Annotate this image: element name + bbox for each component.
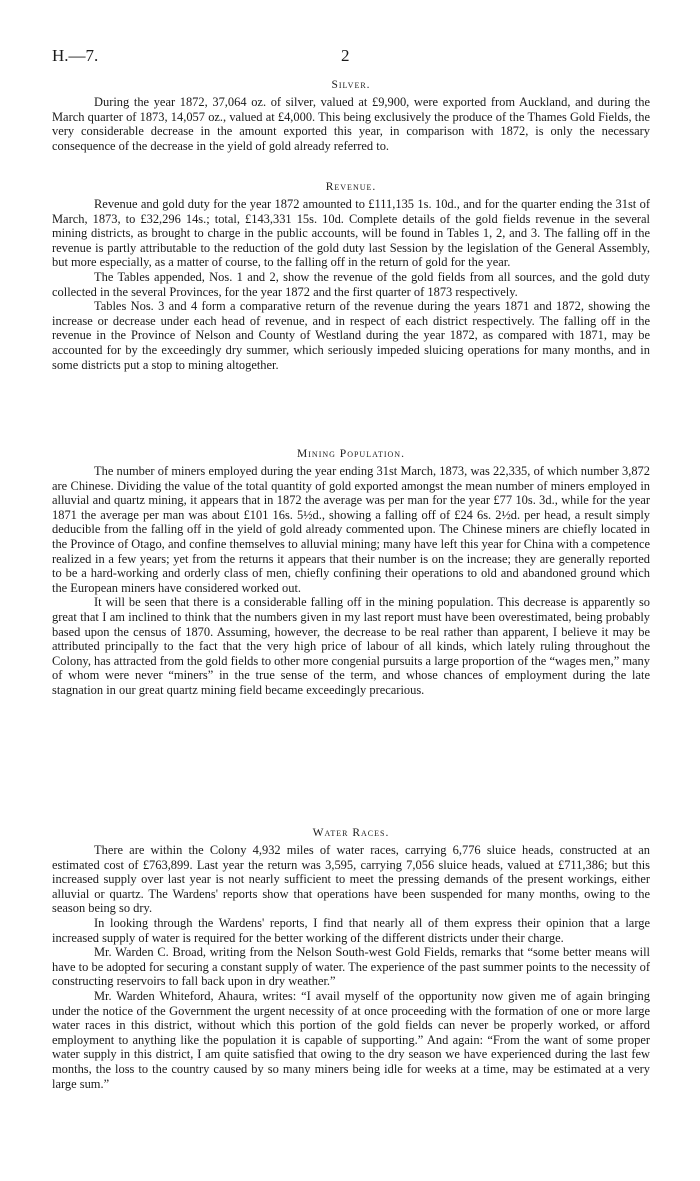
revenue-paragraph-1: Revenue and gold duty for the year 1872 amounted to £111,135 1s. 10d., and for the quarter ending the 31st of March, 1873, to £32,296 14s.; total, £143,331 15s. 10d. Complete details of the gold fields revenue in the several mining districts, as brought to charge in the public accounts, will be found in Tables 1, 2, and 3. The falling off in the revenue is partly attributable to the reduction of the gold duty last Session by the legislation of the General Assembly, but more especially, as a matter of course, to the falling off in the return of gold for the year.: [52, 197, 650, 270]
parliamentary-paper-reference: H.—7.: [52, 46, 99, 65]
silver-paragraph-1: During the year 1872, 37,064 oz. of silver, valued at £9,900, were exported from Auckland, and during the March quarter of 1873, 14,057 oz., valued at £4,000. This being exclusively the produce of the Thames Gold Fields, the very considerable decrease in the amount exported this year, in comparison with 1872, is only the necessary consequence of the decrease in the yield of gold already referred to.: [52, 95, 650, 153]
revenue-paragraph-3: Tables Nos. 3 and 4 form a comparative return of the revenue during the years 1871 and 1872, showing the increase or decrease under each head of revenue, and in respect of each district respectively. The falling off in the revenue in the Province of Nelson and County of Westland during the year 1872, as compared with 1871, may be accounted for by the exceedingly dry summer, which seriously impeded sluicing operations for many months, and in some districts put a stop to mining altogether.: [52, 299, 650, 372]
water-paragraph-2: In looking through the Wardens' reports, I find that nearly all of them express their opinion that a large increased supply of water is required for the better working of the different districts under their charge.: [52, 915, 650, 945]
water-paragraph-3: Mr. Warden C. Broad, writing from the Nelson South-west Gold Fields, remarks that “some better means will have to be adopted for securing a constant supply of water. The experience of the past summer points to the necessity of constructing reservoirs to fall back upon in dry weather.”: [52, 945, 650, 989]
water-paragraph-1: There are within the Colony 4,932 miles of water races, carrying 6,776 sluice heads, constructed at an estimated cost of £763,899. Last year the return was 3,595, carrying 7,056 sluice heads, valued at £711,386; but this increased supply over last year is not nearly sufficient to meet the pressing demands of the present workings, either alluvial or quartz. The Wardens' reports show that operations have been suspended for many months, owing to the season being so dry.: [52, 843, 650, 916]
water-paragraph-4: Mr. Warden Whiteford, Ahaura, writes: “I avail myself of the opportunity now given me of again bringing under the notice of the Government the urgent necessity of at once proceeding with the formation of one or more large water races in this district, without which this portion of the gold fields can never be properly worked, or afford employment to anything like the population it is capable of supporting.” And again: “From the want of some proper water supply in this district, I am quite satisfied that owing to the dry season we have experienced during the last few months, the loss to the country caused by so many miners being idle for weeks at a time, may be estimated at a very large sum.”: [52, 988, 650, 1091]
section-revenue: [52, 181, 650, 372]
section-heading-mining-population: Mining Population.: [297, 448, 405, 460]
section-mining-population: [52, 448, 650, 698]
section-heading-revenue: Revenue.: [325, 181, 377, 193]
revenue-paragraph-2: The Tables appended, Nos. 1 and 2, show the revenue of the gold fields from all sources, and the gold duty collected in the several Provinces, for the year 1872 and the first quarter of 1873 respectively.: [52, 269, 650, 299]
mining-paragraph-2: It will be seen that there is a considerable falling off in the mining population. This decrease is apparently so great that I am inclined to think that the numbers given in my last report must have been overestimated, being probably based upon the census of 1870. Assuming, however, the decrease to be real rather than apparent, I believe it may be attributed principally to the fact that the very high price of labour of all kinds, which lately ruling throughout the Colony, has attracted from the gold fields to other more congenial pursuits a large proportion of the “wages men,” many of whom were never “miners” in the true sense of the term, and whose chances of employment during the late stagnation in our great quartz mining field became exceedingly precarious.: [52, 595, 650, 697]
section-heading-water-races: Water Races.: [312, 827, 390, 839]
section-heading-silver: Silver.: [331, 79, 371, 91]
page-number: 2: [341, 46, 350, 65]
section-water-races: [52, 827, 650, 1091]
section-silver: [52, 79, 650, 153]
mining-paragraph-1: The number of miners employed during the year ending 31st March, 1873, was 22,335, of which number 3,872 are Chinese. Dividing the value of the total quantity of gold exported amongst the mean number of miners employed in alluvial and quartz mining, it appears that in 1872 the average was per man for the year £77 10s. 3d., while for the year 1871 the average per man was about £101 16s. 5½d., showing a falling off of £24 6s. 2½d. per head, a result simply deducible from the falling off in the yield of gold already commented upon. The Chinese miners are chiefly located in the Province of Otago, and confine themselves to alluvial mining; many have left this year for China with a competence realized in a few years; yet from the returns it appears that their number is on the increase; they are generally reported to be a hard-working and orderly class of men, chiefly confining their operations to old and abandoned ground which the European miners have considered worked out.: [52, 464, 650, 595]
